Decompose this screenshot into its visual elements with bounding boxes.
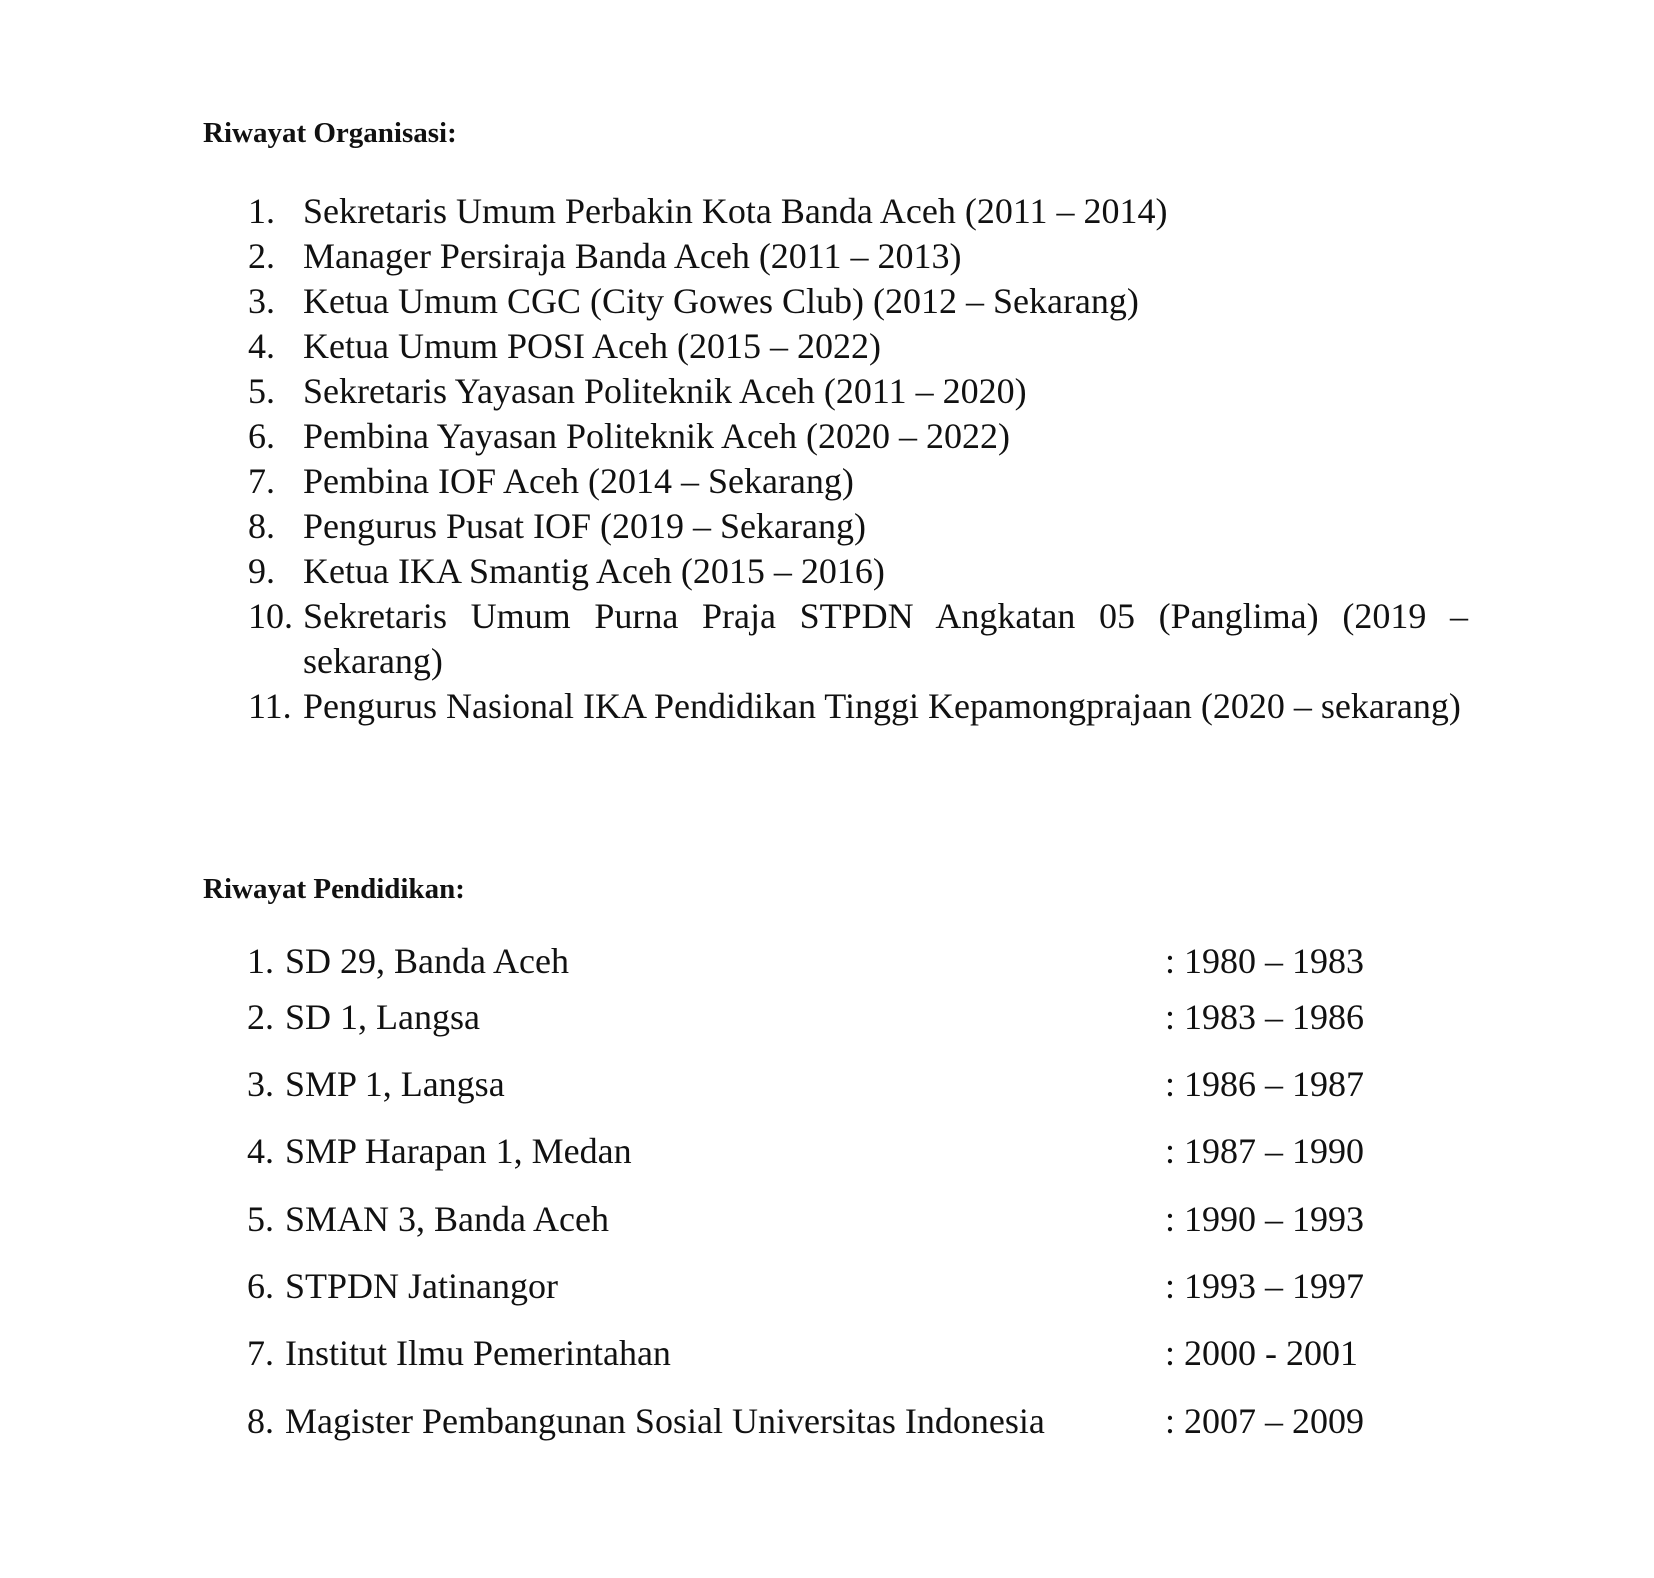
education-item-5 <box>247 1196 1397 1242</box>
education-item-8 <box>247 1398 1397 1444</box>
education-years: : 1993 – 1997 <box>1165 1266 1365 1306</box>
education-item-number: 8. <box>247 1401 274 1441</box>
education-item-6 <box>247 1263 1397 1309</box>
organization-item-6 <box>248 414 1468 459</box>
education-years: : 1986 – 1987 <box>1165 1064 1365 1104</box>
education-years: : 2000 - 2001 <box>1165 1333 1358 1373</box>
education-item-2 <box>247 994 1397 1040</box>
education-item-4 <box>247 1128 1397 1174</box>
organization-item-7 <box>248 459 1468 504</box>
education-years: : 1987 – 1990 <box>1165 1131 1365 1171</box>
organization-item-text: Pembina Yayasan Politeknik Aceh (2020 – 2022) <box>303 416 1010 456</box>
organization-item-4 <box>248 324 1468 369</box>
organization-item-text: Pembina IOF Aceh (2014 – Sekarang) <box>303 461 854 501</box>
organization-item-text: Sekretaris Umum Purna Praja STPDN Angkatan 05 (Panglima) (2019 – sekarang) <box>303 596 1468 681</box>
education-school-name: SMP Harapan 1, Medan <box>285 1131 632 1171</box>
organization-history-heading: Riwayat Organisasi: <box>203 117 457 149</box>
organization-item-number: 4. <box>248 326 275 366</box>
education-history-heading: Riwayat Pendidikan: <box>203 873 465 905</box>
education-item-7 <box>247 1330 1397 1376</box>
education-item-number: 5. <box>247 1199 274 1239</box>
organization-item-number: 2. <box>248 236 275 276</box>
education-item-3 <box>247 1061 1397 1107</box>
organization-item-text: Pengurus Pusat IOF (2019 – Sekarang) <box>303 506 866 546</box>
education-school-name: STPDN Jatinangor <box>285 1266 558 1306</box>
organization-item-9 <box>248 549 1468 594</box>
organization-item-10 <box>248 594 1468 684</box>
organization-item-text: Pengurus Nasional IKA Pendidikan Tinggi Kepamongprajaan (2020 – sekarang) <box>303 686 1461 726</box>
organization-item-number: 7. <box>248 461 275 501</box>
education-years: : 1990 – 1993 <box>1165 1199 1365 1239</box>
organization-item-number: 3. <box>248 281 275 321</box>
organization-item-number: 5. <box>248 371 275 411</box>
organization-item-text: Sekretaris Umum Perbakin Kota Banda Aceh (2011 – 2014) <box>303 191 1168 231</box>
organization-item-number: 10. <box>248 596 293 636</box>
organization-item-text: Ketua IKA Smantig Aceh (2015 – 2016) <box>303 551 885 591</box>
education-item-number: 7. <box>247 1333 274 1373</box>
education-school-name: SMP 1, Langsa <box>285 1064 505 1104</box>
education-item-number: 2. <box>247 997 274 1037</box>
organization-history-list <box>248 189 1468 729</box>
education-years: : 1983 – 1986 <box>1165 997 1365 1037</box>
organization-item-5 <box>248 369 1468 414</box>
organization-item-text: Ketua Umum POSI Aceh (2015 – 2022) <box>303 326 881 366</box>
organization-item-11 <box>248 684 1468 729</box>
organization-item-8 <box>248 504 1468 549</box>
organization-item-number: 9. <box>248 551 275 591</box>
organization-item-2 <box>248 234 1468 279</box>
education-school-name: SMAN 3, Banda Aceh <box>285 1199 609 1239</box>
organization-item-text: Sekretaris Yayasan Politeknik Aceh (2011 – 2020) <box>303 371 1027 411</box>
education-item-number: 6. <box>247 1266 274 1306</box>
organization-item-3 <box>248 279 1468 324</box>
education-school-name: Institut Ilmu Pemerintahan <box>285 1333 671 1373</box>
education-school-name: SD 1, Langsa <box>285 997 480 1037</box>
organization-item-text: Ketua Umum CGC (City Gowes Club) (2012 – Sekarang) <box>303 281 1139 321</box>
education-item-number: 3. <box>247 1064 274 1104</box>
education-item-number: 4. <box>247 1131 274 1171</box>
organization-item-number: 8. <box>248 506 275 546</box>
education-item-1 <box>247 938 1397 984</box>
organization-item-number: 1. <box>248 191 275 231</box>
education-school-name: Magister Pembangunan Sosial Universitas Indonesia <box>285 1401 1045 1441</box>
organization-item-number: 11. <box>248 686 292 726</box>
education-years: : 1980 – 1983 <box>1165 941 1365 981</box>
organization-item-text: Manager Persiraja Banda Aceh (2011 – 2013) <box>303 236 962 276</box>
organization-item-number: 6. <box>248 416 275 456</box>
education-school-name: SD 29, Banda Aceh <box>285 941 569 981</box>
education-item-number: 1. <box>247 941 274 981</box>
organization-item-1 <box>248 189 1468 234</box>
education-years: : 2007 – 2009 <box>1165 1401 1365 1441</box>
